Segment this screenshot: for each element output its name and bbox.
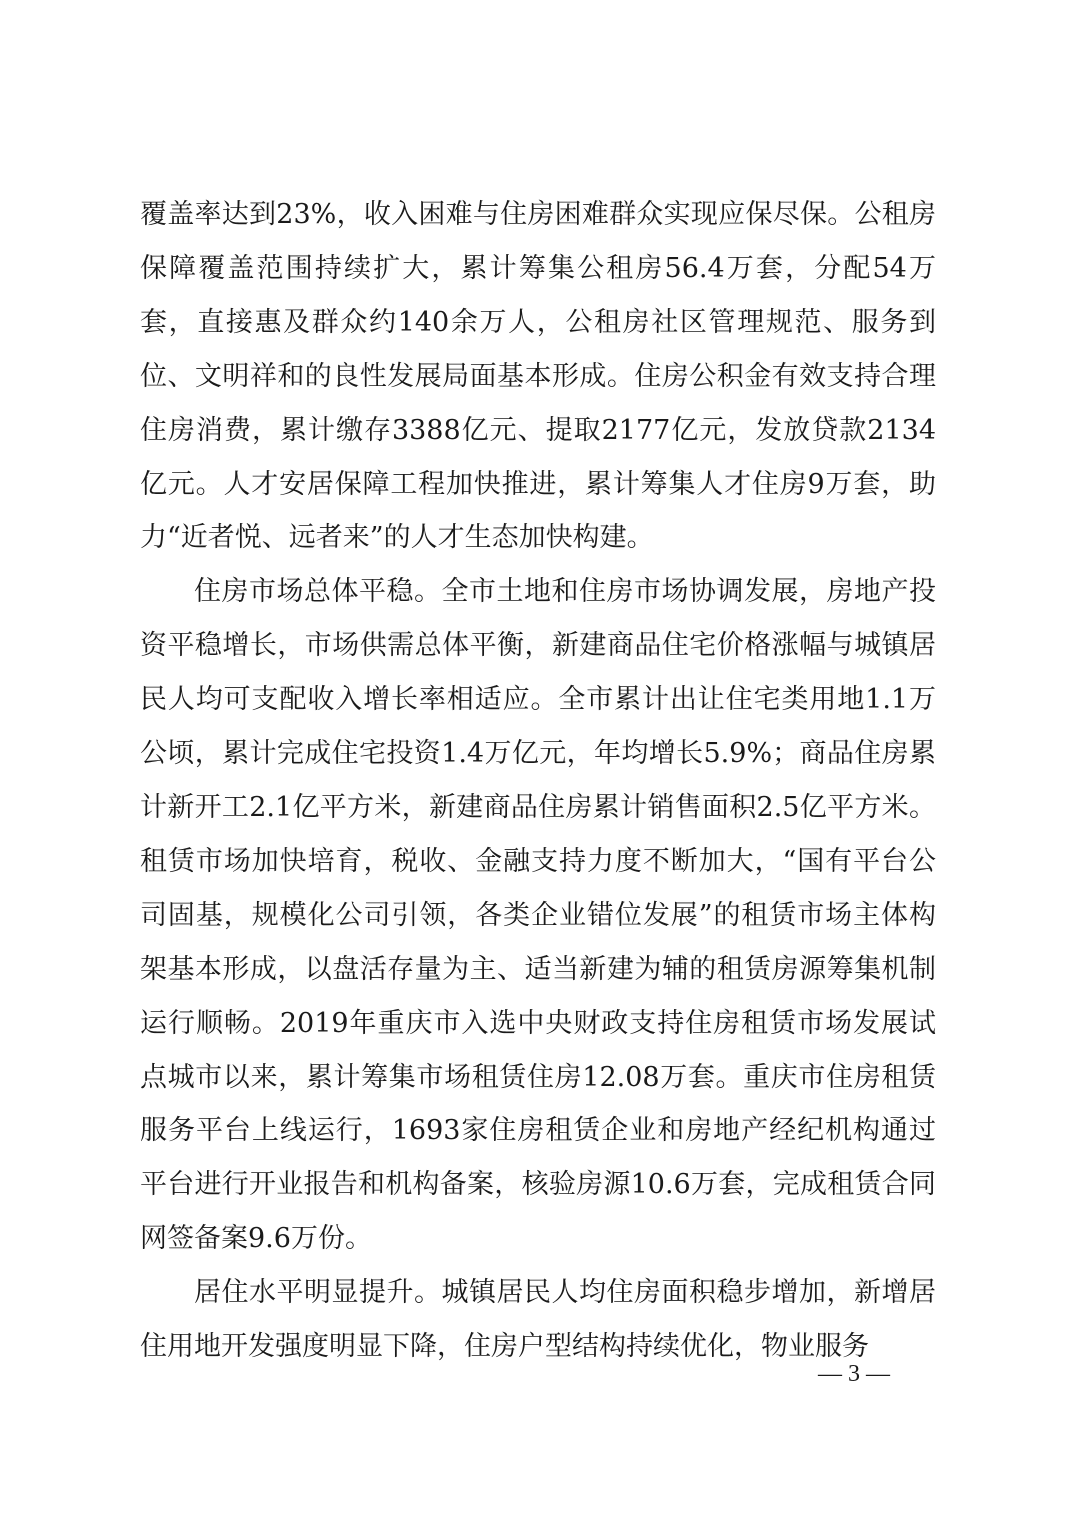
paragraph-living-standard: 居住水平明显提升。城镇居民人均住房面积稳步增加，新增居住用地开发强度明显下降，住房户型结构持续优化，物业服务 (140, 1277, 936, 1363)
page-number: — 3 — (818, 1361, 890, 1387)
body-text (140, 188, 936, 1374)
paragraph-housing-security: 覆盖率达到23%，收入困难与住房困难群众实现应保尽保。公租房保障覆盖范围持续扩大，累计筹集公租房56.4万套，分配54万套，直接惠及群众约140余万人，公租房社区管理规范、服务到位、文明祥和的良性发展局面基本形成。住房公积金有效支持合理住房消费，累计缴存3388亿元、提取2177亿元，发放贷款2134亿元。人才安居保障工程加快推进，累计筹集人才住房9万套，助力“近者悦、远者来”的人才生态加快构建。 (140, 199, 936, 554)
paragraph-housing-market: 住房市场总体平稳。全市土地和住房市场协调发展，房地产投资平稳增长，市场供需总体平衡，新建商品住宅价格涨幅与城镇居民人均可支配收入增长率相适应。全市累计出让住宅类用地1.1万公顷，累计完成住宅投资1.4万亿元，年均增长5.9%；商品住房累计新开工2.1亿平方米，新建商品住房累计销售面积2.5亿平方米。租赁市场加快培育，税收、金融支持力度不断加大，“国有平台公司固基，规模化公司引领，各类企业错位发展”的租赁市场主体构架基本形成，以盘活存量为主、适当新建为辅的租赁房源筹集机制运行顺畅。2019年重庆市入选中央财政支持住房租赁市场发展试点城市以来，累计筹集市场租赁住房12.08万套。重庆市住房租赁服务平台上线运行，1693家住房租赁企业和房地产经纪机构通过平台进行开业报告和机构备案，核验房源10.6万套，完成租赁合同网签备案9.6万份。 (140, 576, 936, 1255)
